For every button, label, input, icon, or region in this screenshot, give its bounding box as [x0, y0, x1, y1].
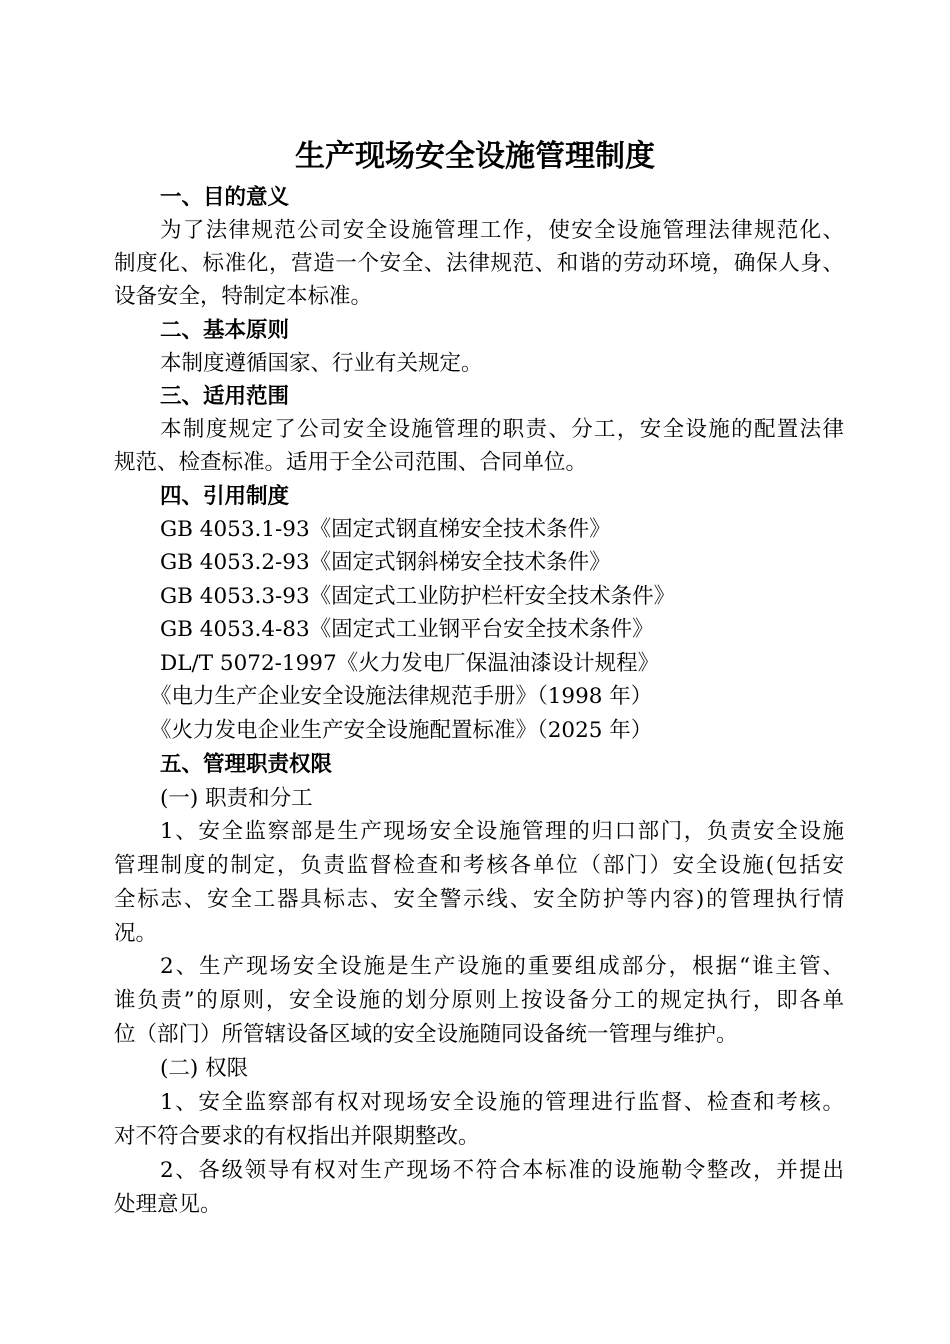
reference-item: 《电力生产企业安全设施法律规范手册》（1998 年） — [150, 684, 653, 709]
paragraph-line: 1、安全监察部有权对现场安全设施的管理进行监督、检查和考核。 — [160, 1090, 844, 1115]
subsection-heading: (二) 权限 — [160, 1056, 249, 1081]
paragraph-line: 位（部门）所管辖设备区域的安全设施随同设备统一管理与维护。 — [114, 1022, 738, 1047]
paragraph-line: 1、安全监察部是生产现场安全设施管理的归口部门，负责安全设施 — [160, 819, 844, 844]
section-heading-scope: 三、适用范围 — [160, 384, 290, 409]
subsection-heading: (一) 职责和分工 — [160, 786, 313, 811]
paragraph-line: 制度化、标准化，营造一个安全、法律规范、和谐的劳动环境，确保人身、 — [114, 251, 844, 276]
paragraph-line: 规范、检查标准。适用于全公司范围、合同单位。 — [114, 450, 588, 475]
paragraph-line: 为了法律规范公司安全设施管理工作，使安全设施管理法律规范化、 — [160, 218, 844, 243]
paragraph-line: 本制度规定了公司安全设施管理的职责、分工，安全设施的配置法律 — [160, 417, 844, 442]
reference-item: GB 4053.4-83《固定式工业钢平台安全技术条件》 — [160, 617, 654, 642]
reference-item: DL/T 5072-1997《火力发电厂保温油漆设计规程》 — [160, 651, 660, 676]
paragraph-line: 管理制度的制定，负责监督检查和考核各单位（部门）安全设施(包括安 — [114, 853, 844, 878]
paragraph-line: 2、各级领导有权对生产现场不符合本标准的设施勒令整改，并提出 — [160, 1158, 844, 1183]
paragraph-line: 2、生产现场安全设施是生产设施的重要组成部分，根据“谁主管、 — [160, 954, 844, 979]
section-heading-responsibilities: 五、管理职责权限 — [160, 752, 333, 777]
reference-item: GB 4053.1-93《固定式钢直梯安全技术条件》 — [160, 517, 611, 542]
section-heading-principle: 二、基本原则 — [160, 318, 290, 343]
paragraph-line: 设备安全，特制定本标准。 — [114, 284, 373, 309]
section-heading-references: 四、引用制度 — [160, 484, 290, 509]
paragraph-line: 谁负责”的原则，安全设施的划分原则上按设备分工的规定执行，即各单 — [114, 988, 844, 1013]
paragraph-line: 处理意见。 — [114, 1192, 222, 1217]
paragraph-line: 况。 — [114, 921, 158, 946]
reference-item: GB 4053.3-93《固定式工业防护栏杆安全技术条件》 — [160, 584, 676, 609]
paragraph-line: 本制度遵循国家、行业有关规定。 — [160, 351, 483, 376]
reference-item: GB 4053.2-93《固定式钢斜梯安全技术条件》 — [160, 550, 611, 575]
paragraph-line: 对不符合要求的有权指出并限期整改。 — [114, 1124, 480, 1149]
paragraph-line: 全标志、安全工器具标志、安全警示线、安全防护等内容)的管理执行情 — [114, 887, 844, 912]
document-title: 生产现场安全设施管理制度 — [295, 139, 655, 174]
section-heading-purpose: 一、目的意义 — [160, 185, 290, 210]
reference-item: 《火力发电企业生产安全设施配置标准》（2025 年） — [150, 718, 653, 743]
